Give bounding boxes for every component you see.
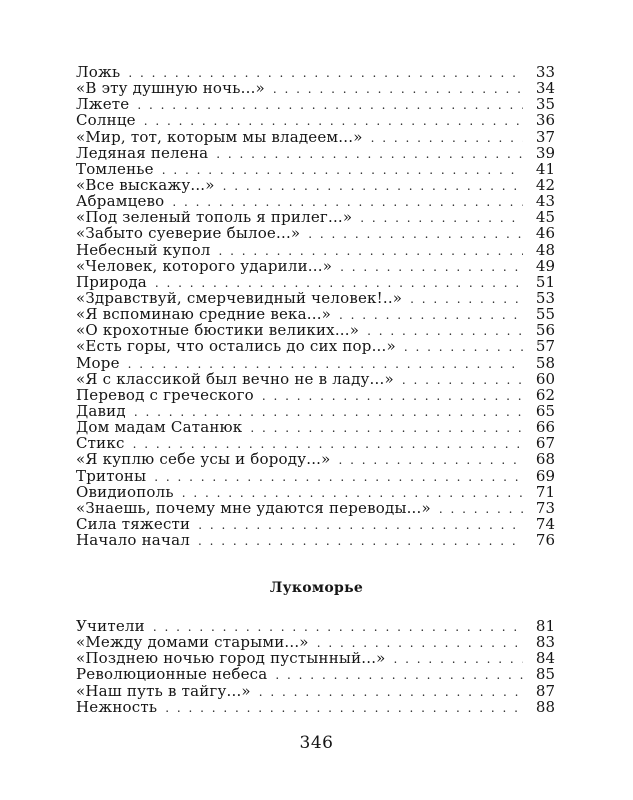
entry-title: Дом мадам Сатанюк bbox=[76, 418, 243, 437]
entry-page: 66 bbox=[535, 418, 555, 437]
entry-title: «Я вспоминаю средние века...» bbox=[76, 305, 332, 324]
entry-title: «Человек, которого ударили...» bbox=[76, 256, 333, 275]
toc-entry bbox=[76, 451, 555, 467]
dot-leader bbox=[404, 339, 523, 355]
toc-entry bbox=[76, 225, 555, 241]
entry-page: 73 bbox=[535, 498, 555, 517]
entry-page: 35 bbox=[535, 95, 555, 114]
entry-title: Перевод с греческого bbox=[76, 385, 254, 404]
entry-page: 74 bbox=[535, 514, 555, 533]
entry-title: «В эту душную ночь...» bbox=[76, 79, 265, 98]
dot-leader bbox=[340, 259, 523, 275]
entry-title: Ледяная пелена bbox=[76, 143, 209, 162]
toc-entry bbox=[76, 468, 555, 484]
entry-page: 41 bbox=[535, 159, 555, 178]
entry-title: Тритоны bbox=[76, 466, 147, 485]
toc-entry bbox=[76, 80, 555, 96]
entry-title: Давид bbox=[76, 401, 126, 420]
entry-title: «Наш путь в тайгу...» bbox=[76, 681, 251, 700]
entry-page: 85 bbox=[535, 665, 555, 684]
entry-title: «Я куплю себе усы и бороду...» bbox=[76, 450, 331, 469]
entry-title: Учители bbox=[76, 617, 145, 635]
toc-entry bbox=[76, 322, 555, 338]
entry-page: 81 bbox=[535, 617, 555, 635]
dot-leader bbox=[339, 452, 523, 468]
entry-title: «Здравствуй, смерчевидный человек!..» bbox=[76, 288, 403, 307]
entry-page: 58 bbox=[535, 353, 555, 372]
toc-entry bbox=[76, 355, 555, 371]
entry-title: «О крохотные бюстики великих...» bbox=[76, 321, 360, 340]
dot-leader bbox=[394, 651, 523, 667]
entry-title: «Есть горы, что остались до сих пор...» bbox=[76, 337, 396, 356]
entry-title: Природа bbox=[76, 272, 147, 291]
entry-title: «Знаешь, почему мне удаются переводы...» bbox=[76, 498, 431, 517]
dot-leader bbox=[339, 307, 523, 323]
contents-list-lukomorye bbox=[76, 618, 555, 715]
entry-page: 43 bbox=[535, 192, 555, 211]
entry-title: Небесный купол bbox=[76, 240, 211, 259]
entry-page: 69 bbox=[535, 466, 555, 485]
toc-entry bbox=[76, 145, 555, 161]
toc-entry bbox=[76, 516, 555, 532]
entry-title: «Мир, тот, которым мы владеем...» bbox=[76, 127, 363, 146]
toc-entry bbox=[76, 683, 555, 699]
entry-title: Нежность bbox=[76, 697, 158, 716]
entry-page: 87 bbox=[535, 681, 555, 700]
section-title: Лукоморье bbox=[269, 580, 364, 596]
dot-leader bbox=[360, 210, 523, 226]
entry-title: Стикс bbox=[76, 434, 125, 453]
dot-leader bbox=[273, 81, 523, 97]
dot-leader bbox=[402, 372, 523, 388]
toc-entry bbox=[76, 177, 555, 193]
dot-leader bbox=[262, 388, 523, 404]
entry-title: Лжете bbox=[76, 95, 130, 114]
dot-leader bbox=[162, 162, 523, 178]
dot-leader bbox=[154, 469, 523, 485]
entry-page: 83 bbox=[535, 633, 555, 652]
toc-entry bbox=[76, 338, 555, 354]
entry-title: Солнце bbox=[76, 111, 136, 130]
toc-entry bbox=[76, 484, 555, 500]
entry-page: 71 bbox=[535, 482, 555, 501]
entry-title: «Позднею ночью город пустынный...» bbox=[76, 649, 386, 668]
toc-entry bbox=[76, 209, 555, 225]
contents-list-main bbox=[76, 64, 555, 548]
toc-entry bbox=[76, 290, 555, 306]
dot-leader bbox=[137, 97, 523, 113]
dot-leader bbox=[250, 420, 523, 436]
toc-entry bbox=[76, 274, 555, 290]
dot-leader bbox=[259, 684, 523, 700]
dot-leader bbox=[198, 533, 523, 549]
toc-entry bbox=[76, 403, 555, 419]
toc-entry bbox=[76, 193, 555, 209]
entry-page: 68 bbox=[535, 450, 555, 469]
entry-page: 84 bbox=[535, 649, 555, 668]
dot-leader bbox=[216, 146, 523, 162]
entry-page: 51 bbox=[535, 272, 555, 291]
entry-title: Томленье bbox=[76, 159, 154, 178]
toc-entry bbox=[76, 435, 555, 451]
entry-page: 67 bbox=[535, 434, 555, 453]
toc-entry bbox=[76, 666, 555, 682]
entry-title: «Все выскажу...» bbox=[76, 175, 215, 194]
toc-entry bbox=[76, 112, 555, 128]
entry-page: 56 bbox=[535, 321, 555, 340]
dot-leader bbox=[223, 178, 523, 194]
toc-entry bbox=[76, 699, 555, 715]
toc-entry bbox=[76, 258, 555, 274]
toc-entry bbox=[76, 634, 555, 650]
entry-title: «Между домами старыми...» bbox=[76, 633, 309, 652]
entry-page: 45 bbox=[535, 208, 555, 227]
entry-title: «Забыто суеверие былое...» bbox=[76, 224, 301, 243]
entry-page: 37 bbox=[535, 127, 555, 146]
toc-entry bbox=[76, 500, 555, 516]
entry-page: 55 bbox=[535, 305, 555, 324]
dot-leader bbox=[198, 517, 523, 533]
entry-page: 33 bbox=[535, 63, 555, 81]
entry-title: Революционные небеса bbox=[76, 665, 268, 684]
toc-entry bbox=[76, 161, 555, 177]
entry-page: 48 bbox=[535, 240, 555, 259]
dot-leader bbox=[275, 667, 523, 683]
toc-entry bbox=[76, 532, 555, 548]
dot-leader bbox=[439, 501, 523, 517]
entry-page: 60 bbox=[535, 369, 555, 388]
toc-entry bbox=[76, 306, 555, 322]
page-number: 346 bbox=[299, 733, 334, 753]
toc-entry bbox=[76, 650, 555, 666]
entry-page: 57 bbox=[535, 337, 555, 356]
entry-page: 39 bbox=[535, 143, 555, 162]
dot-leader bbox=[410, 291, 523, 307]
entry-title: Сила тяжести bbox=[76, 514, 191, 533]
toc-entry bbox=[76, 618, 555, 634]
entry-page: 65 bbox=[535, 401, 555, 420]
entry-page: 88 bbox=[535, 697, 555, 716]
entry-title: Начало начал bbox=[76, 531, 190, 550]
entry-page: 49 bbox=[535, 256, 555, 275]
entry-page: 36 bbox=[535, 111, 555, 130]
entry-page: 53 bbox=[535, 288, 555, 307]
entry-title: Абрамцево bbox=[76, 192, 165, 211]
entry-title: «Я с классикой был вечно не в ладу...» bbox=[76, 369, 394, 388]
toc-entry bbox=[76, 64, 555, 80]
entry-page: 76 bbox=[535, 531, 555, 550]
entry-page: 42 bbox=[535, 175, 555, 194]
toc-entry bbox=[76, 96, 555, 112]
dot-leader bbox=[165, 700, 523, 716]
toc-entry bbox=[76, 129, 555, 145]
entry-page: 34 bbox=[535, 79, 555, 98]
dot-leader bbox=[371, 130, 523, 146]
toc-entry bbox=[76, 371, 555, 387]
entry-title: Овидиополь bbox=[76, 482, 174, 501]
entry-page: 46 bbox=[535, 224, 555, 243]
entry-page: 62 bbox=[535, 385, 555, 404]
entry-title: Ложь bbox=[76, 63, 121, 81]
toc-entry bbox=[76, 387, 555, 403]
dot-leader bbox=[308, 226, 523, 242]
toc-entry bbox=[76, 419, 555, 435]
toc-entry bbox=[76, 242, 555, 258]
entry-title: Море bbox=[76, 353, 120, 372]
entry-title: «Под зеленый тополь я прилег...» bbox=[76, 208, 353, 227]
